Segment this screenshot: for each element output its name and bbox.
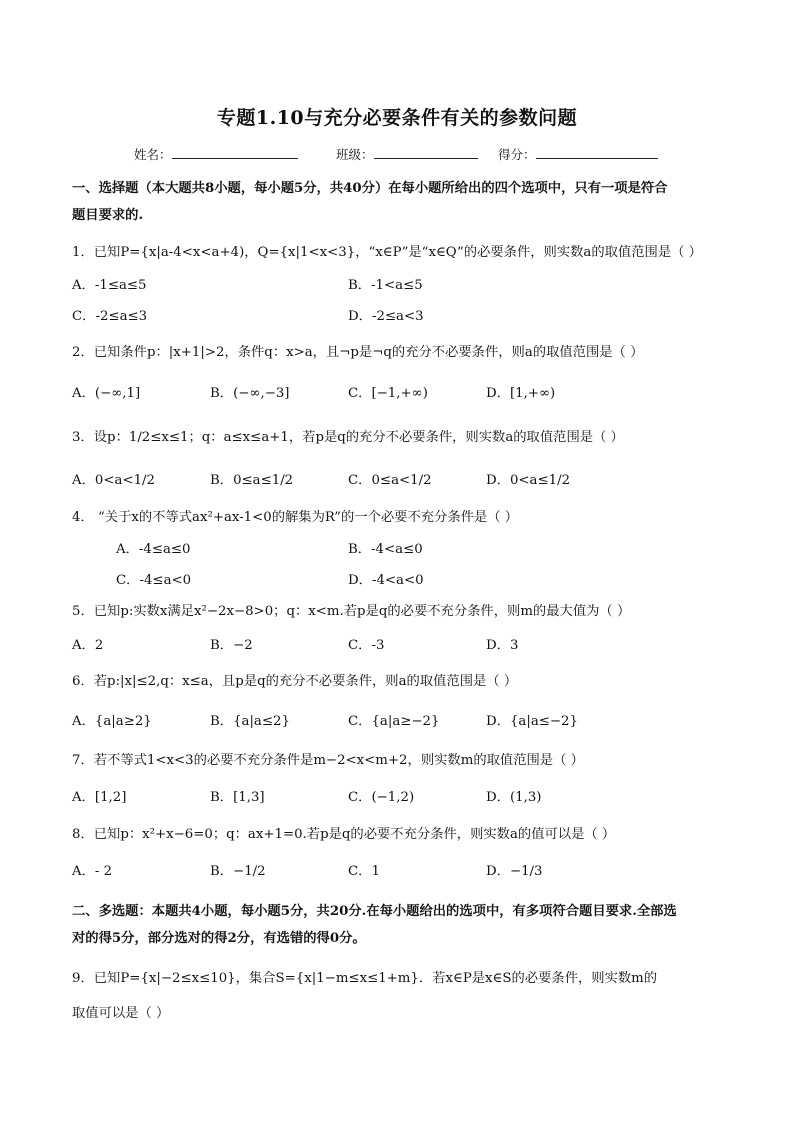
question-8-option-b[interactable]: B．−1/2 <box>210 864 266 879</box>
section-header-line: 一、选择题（本大题共8小题，每小题5分，共40分）在每小题所给出的四个选项中，只有一项是符合 <box>72 181 668 196</box>
section-header-multiple-choice <box>72 898 732 952</box>
question-4-option-a[interactable]: A．-4≤a≤0 <box>116 542 191 557</box>
class-label: 班级： <box>336 147 374 162</box>
score-label: 得分： <box>498 147 536 162</box>
question-4-option-d[interactable]: D．-4<a<0 <box>348 573 424 588</box>
question-5-option-b[interactable]: B．−2 <box>210 638 253 653</box>
question-7-option-b[interactable]: B．[1,3] <box>210 790 265 805</box>
question-2-stem: 2．已知条件p：|x+1|>2，条件q：x>a，且¬p是¬q的充分不必要条件，则a的取值范围是（ ） <box>72 345 644 360</box>
section-header-line: 题目要求的. <box>72 208 144 223</box>
question-1-stem: 1．已知P={x|a-4<x<a+4)，Q={x|1<x<3}，“x∈P”是“x∈Q”的必要条件，则实数a的取值范围是（ ） <box>72 245 702 260</box>
question-3-option-a[interactable]: A．0<a<1/2 <box>72 473 155 488</box>
question-1-option-d[interactable]: D．-2≤a<3 <box>348 309 424 324</box>
score-blank[interactable] <box>536 145 658 159</box>
question-6-option-b[interactable]: B．{a|a≤2} <box>210 714 290 729</box>
question-3-option-c[interactable]: C．0≤a<1/2 <box>348 473 432 488</box>
question-4-stem: 4． “关于x的不等式ax²+ax-1<0的解集为R”的一个必要不充分条件是（ ） <box>72 510 519 525</box>
section-header-single-choice <box>72 175 732 229</box>
question-7-stem: 7．若不等式1<x<3的必要不充分条件是m−2<x<m+2，则实数m的取值范围是（ ） <box>72 753 584 768</box>
question-6-option-d[interactable]: D．{a|a≤−2} <box>486 714 578 729</box>
question-3-option-d[interactable]: D．0<a≤1/2 <box>486 473 571 488</box>
question-8-option-a[interactable]: A．- 2 <box>72 864 113 879</box>
question-5-stem: 5．已知p:实数x满足x²−2x−8>0；q：x<m.若p是q的必要不充分条件，则m的最大值为（ ） <box>72 604 631 619</box>
question-5-option-d[interactable]: D．3 <box>486 638 519 653</box>
class-field[interactable] <box>336 145 374 163</box>
section-header-line: 对的得5分，部分选对的得2分，有选错的得0分。 <box>72 931 366 946</box>
question-7-option-d[interactable]: D．(1,3) <box>486 790 542 805</box>
class-blank[interactable] <box>374 145 478 159</box>
question-9-stem-line-1: 9．已知P={x|−2≤x≤10}，集合S={x|1−m≤x≤1+m}．若x∈P是x∈S的必要条件，则实数m的 <box>72 971 658 986</box>
question-8-option-d[interactable]: D．−1/3 <box>486 864 543 879</box>
question-4-option-c[interactable]: C．-4≤a<0 <box>116 573 192 588</box>
score-field[interactable] <box>498 145 536 163</box>
name-blank[interactable] <box>172 145 298 159</box>
question-2-option-d[interactable]: D．[1,+∞) <box>486 386 556 401</box>
section-header-line: 二、多选题：本题共4小题，每小题5分，共20分.在每小题给出的选项中，有多项符合题目要求.全部选 <box>72 904 677 919</box>
name-field[interactable] <box>134 145 172 163</box>
question-3-option-b[interactable]: B．0≤a≤1/2 <box>210 473 294 488</box>
question-1-option-c[interactable]: C．-2≤a≤3 <box>72 309 148 324</box>
question-1-option-a[interactable]: A．-1≤a≤5 <box>72 278 147 293</box>
question-2-option-a[interactable]: A．(−∞,1] <box>72 386 141 401</box>
page-title: 专题1.10与充分必要条件有关的参数问题 <box>216 107 578 129</box>
question-9-stem-line-2: 取值可以是（ ） <box>72 1006 170 1021</box>
question-7-option-c[interactable]: C．(−1,2) <box>348 790 415 805</box>
question-6-option-a[interactable]: A．{a|a≥2} <box>72 714 152 729</box>
name-label: 姓名： <box>134 147 172 162</box>
question-3-stem: 3．设p：1/2≤x≤1；q：a≤x≤a+1，若p是q的充分不必要条件，则实数a的取值范围是（ ） <box>72 430 624 445</box>
question-6-option-c[interactable]: C．{a|a≥−2} <box>348 714 440 729</box>
question-4-option-b[interactable]: B．-4<a≤0 <box>348 542 423 557</box>
question-5-option-c[interactable]: C．-3 <box>348 638 385 653</box>
question-8-stem: 8．已知p：x²+x−6=0；q：ax+1=0.若p是q的必要不充分条件，则实数a的值可以是（ ） <box>72 827 616 842</box>
question-6-stem: 6．若p:|x|≤2,q：x≤a，且p是q的充分不必要条件，则a的取值范围是（ ） <box>72 674 518 689</box>
question-7-option-a[interactable]: A．[1,2] <box>72 790 127 805</box>
question-8-option-c[interactable]: C．1 <box>348 864 380 879</box>
question-2-option-c[interactable]: C．[−1,+∞) <box>348 386 428 401</box>
question-2-option-b[interactable]: B．(−∞,−3] <box>210 386 290 401</box>
question-1-option-b[interactable]: B．-1<a≤5 <box>348 278 423 293</box>
question-5-option-a[interactable]: A．2 <box>72 638 104 653</box>
